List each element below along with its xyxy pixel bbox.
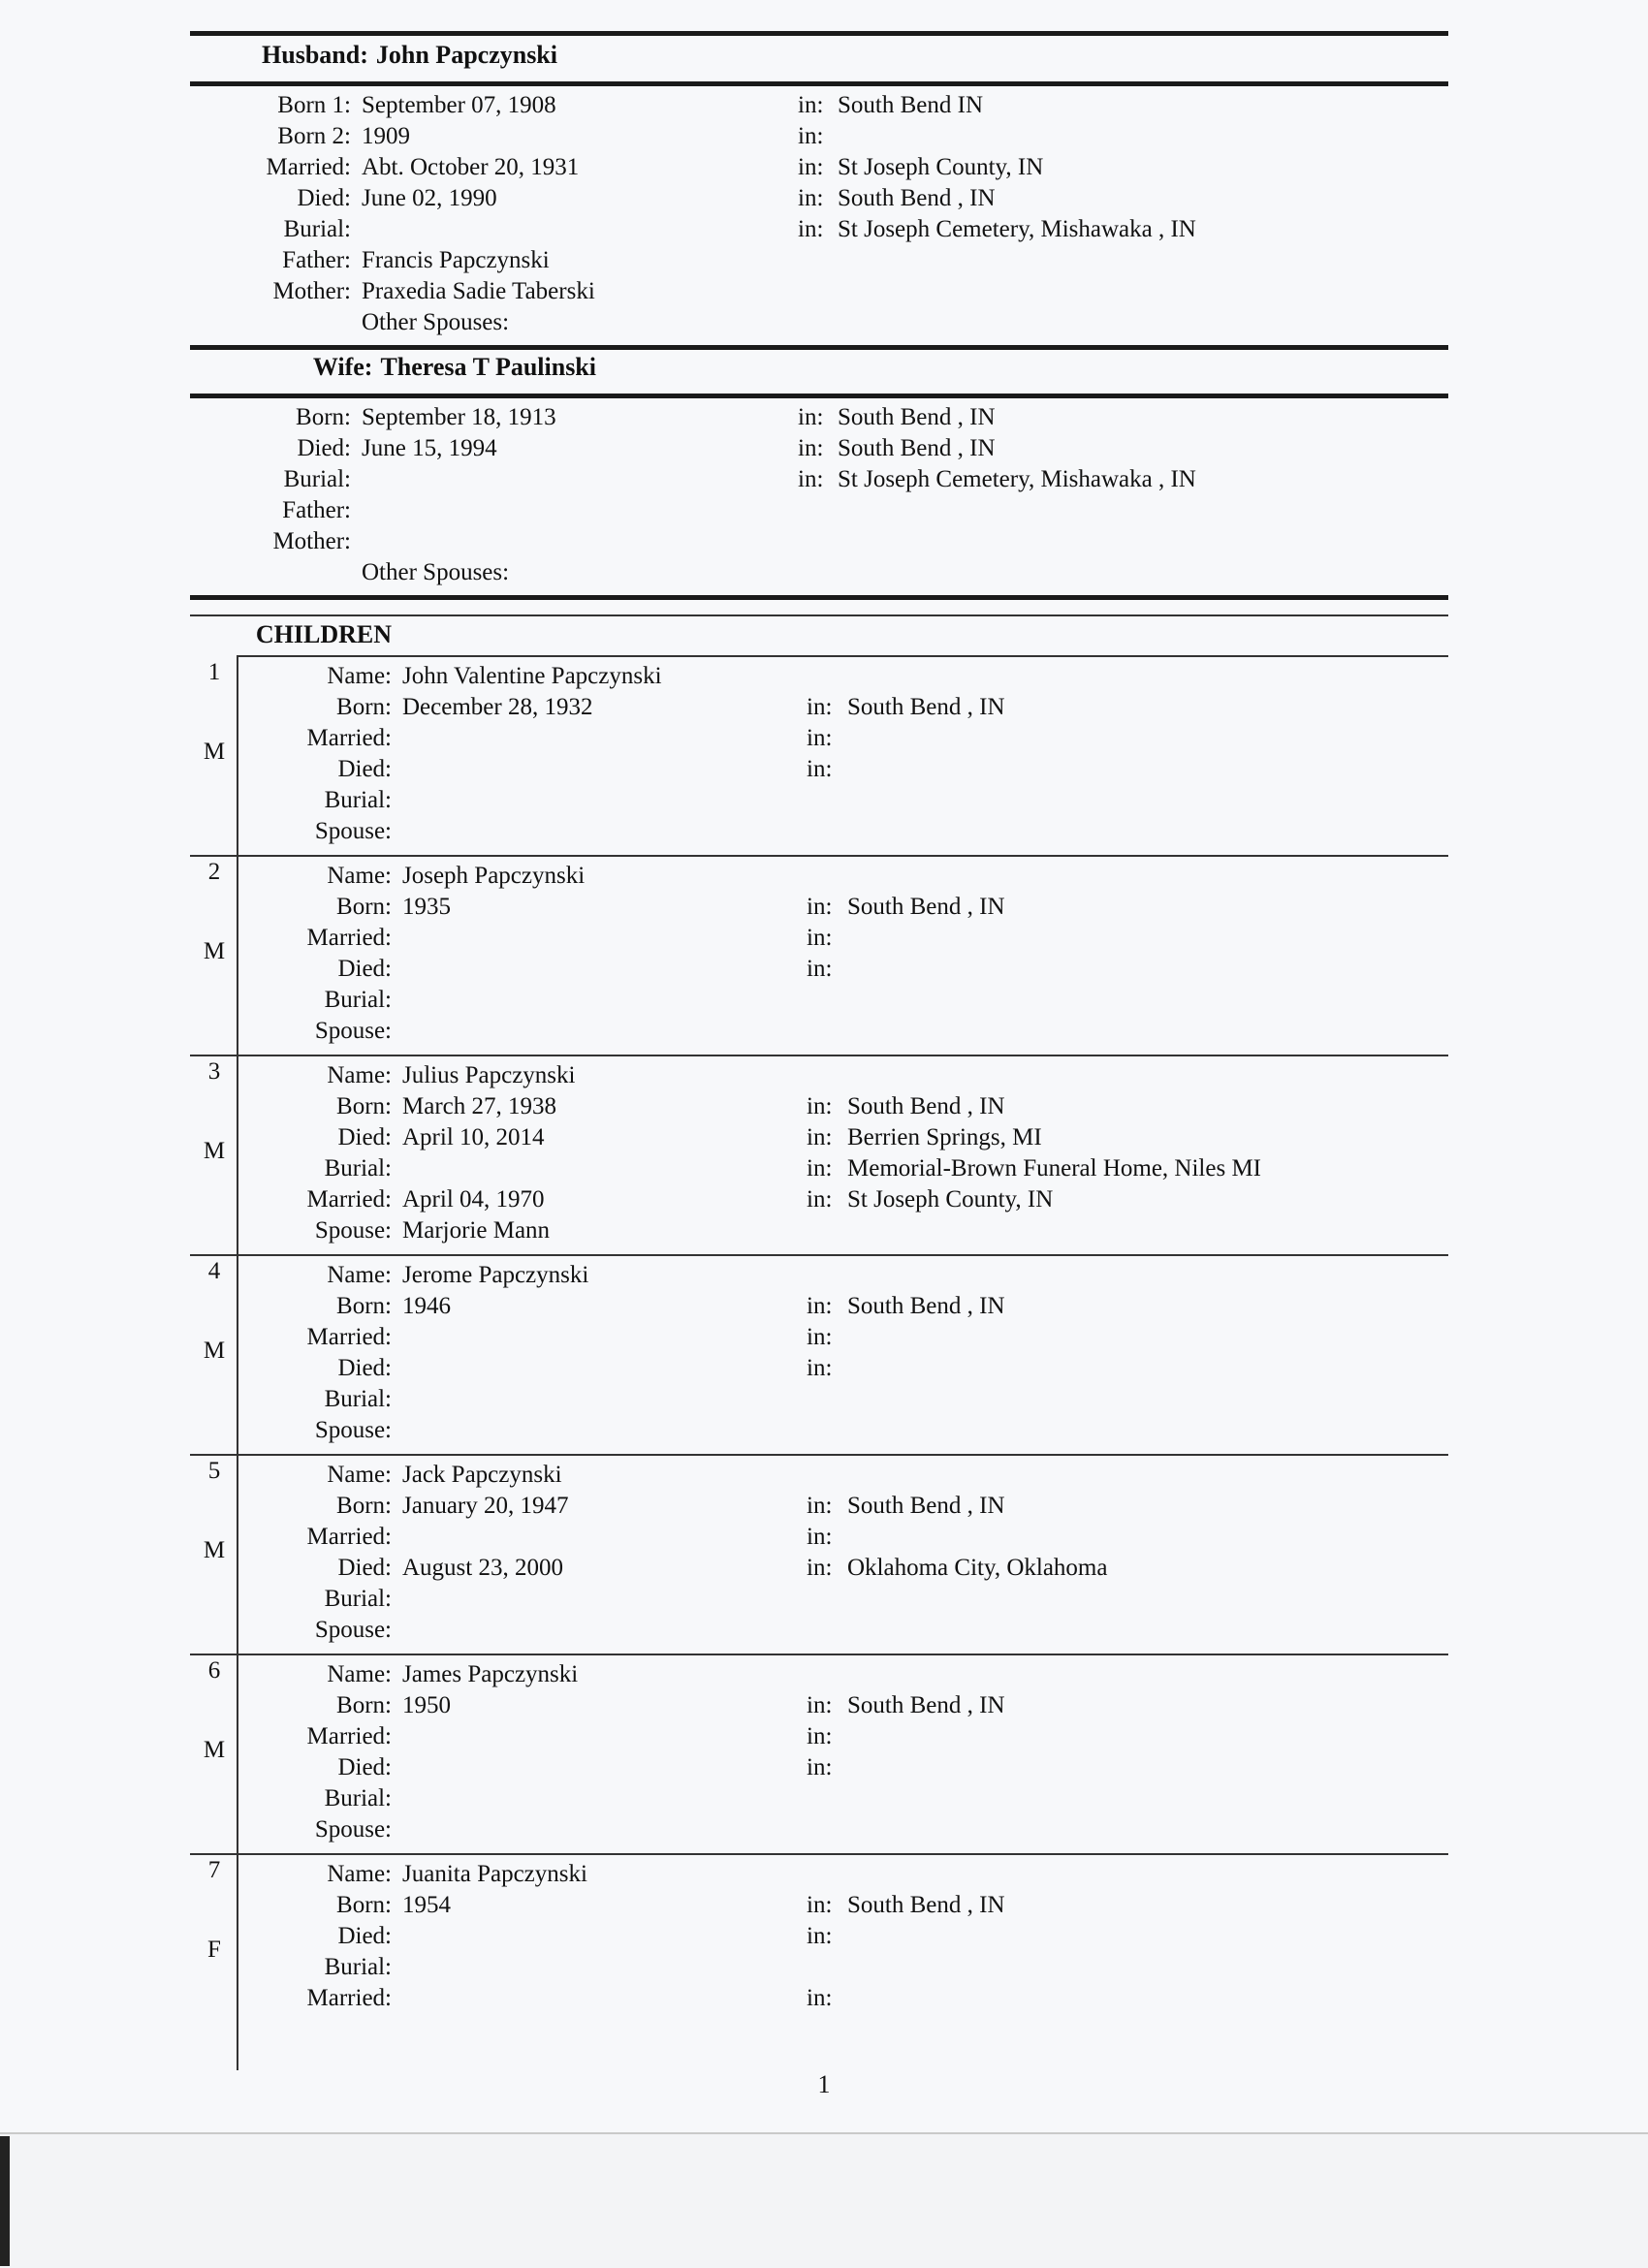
field-row	[0, 1690, 1648, 1721]
field-row	[0, 1184, 1648, 1215]
field-row	[0, 1890, 1648, 1921]
field-value: James Papczynski	[402, 1661, 579, 1687]
field-label: Married:	[306, 1324, 392, 1350]
field-row	[0, 1659, 1648, 1690]
field-value: December 28, 1932	[402, 694, 593, 720]
field-label: Died:	[337, 1555, 392, 1581]
field-value: Other Spouses:	[362, 309, 510, 335]
place-value: South Bend IN	[838, 92, 983, 118]
field-label: Name:	[327, 1661, 392, 1687]
in-label: in:	[807, 1155, 833, 1181]
field-row	[0, 1153, 1648, 1184]
field-row	[0, 307, 1648, 338]
scan-bottom-margin	[0, 2132, 1648, 2268]
husband-heading	[0, 41, 557, 70]
field-label: Died:	[337, 956, 392, 982]
field-row	[0, 1122, 1648, 1153]
field-row	[0, 1783, 1648, 1814]
field-label: Burial:	[283, 216, 351, 242]
wife-top-rule	[190, 345, 1448, 350]
child-number: 6	[207, 1657, 221, 1684]
field-value: January 20, 1947	[402, 1493, 569, 1519]
child-number: 7	[207, 1857, 221, 1883]
field-row	[0, 495, 1648, 526]
field-label: Burial:	[324, 1785, 392, 1811]
child-sex: M	[203, 1338, 226, 1364]
field-row	[0, 1353, 1648, 1384]
field-label: Married:	[266, 154, 351, 180]
child-separator	[237, 655, 1448, 657]
field-value: Julius Papczynski	[402, 1062, 576, 1088]
field-row	[0, 90, 1648, 121]
in-label: in:	[807, 1493, 833, 1519]
field-label: Name:	[327, 863, 392, 889]
field-row	[0, 1415, 1648, 1446]
child-sex: M	[203, 938, 226, 964]
field-label: Spouse:	[314, 1018, 392, 1044]
child-separator	[190, 1254, 1448, 1256]
field-row	[0, 692, 1648, 723]
in-label: in:	[807, 694, 833, 720]
field-label: Married:	[306, 725, 392, 751]
in-label: in:	[807, 925, 833, 951]
children-thin-rule	[190, 614, 1448, 616]
field-label: Married:	[306, 925, 392, 951]
in-label: in:	[807, 1723, 833, 1749]
in-label: in:	[798, 92, 824, 118]
field-label: Father:	[282, 247, 351, 273]
children-top-rule	[190, 595, 1448, 600]
field-label: Born:	[336, 694, 392, 720]
field-value: 1946	[402, 1293, 451, 1319]
field-label: Spouse:	[314, 818, 392, 844]
field-row	[0, 121, 1648, 152]
field-row	[0, 1983, 1648, 2014]
field-row	[0, 464, 1648, 495]
field-label: Spouse:	[314, 1816, 392, 1843]
husband-label: Husband:	[262, 41, 368, 69]
field-row	[0, 754, 1648, 785]
in-label: in:	[807, 1293, 833, 1319]
field-row	[0, 1752, 1648, 1783]
in-label: in:	[807, 1892, 833, 1918]
field-label: Born 1:	[277, 92, 351, 118]
in-label: in:	[807, 756, 833, 782]
field-row	[0, 183, 1648, 214]
field-row	[0, 954, 1648, 985]
place-value: South Bend , IN	[838, 185, 996, 211]
field-label: Born:	[336, 1293, 392, 1319]
field-row	[0, 1384, 1648, 1415]
field-row	[0, 1859, 1648, 1890]
field-label: Name:	[327, 1861, 392, 1887]
field-row	[0, 816, 1648, 847]
field-row	[0, 861, 1648, 892]
in-label: in:	[798, 123, 824, 149]
in-label: in:	[798, 404, 824, 430]
field-label: Born:	[336, 1692, 392, 1718]
field-value: September 18, 1913	[362, 404, 556, 430]
field-row	[0, 1921, 1648, 1952]
field-value: Praxedia Sadie Taberski	[362, 278, 595, 304]
field-label: Burial:	[324, 1386, 392, 1412]
field-label: Died:	[337, 1923, 392, 1949]
child-sex: M	[203, 1737, 226, 1763]
field-label: Spouse:	[314, 1417, 392, 1443]
field-value: April 10, 2014	[402, 1124, 545, 1150]
child-number: 3	[207, 1058, 221, 1085]
field-value: June 15, 1994	[362, 435, 497, 461]
field-row	[0, 433, 1648, 464]
page-number: 1	[817, 2070, 831, 2098]
in-label: in:	[807, 894, 833, 920]
child-separator	[190, 1654, 1448, 1655]
field-value: Francis Papczynski	[362, 247, 550, 273]
field-label: Died:	[337, 1754, 392, 1780]
place-value: St Joseph County, IN	[838, 154, 1044, 180]
place-value: South Bend , IN	[847, 1093, 1005, 1119]
field-row	[0, 276, 1648, 307]
field-label: Born:	[336, 1493, 392, 1519]
field-row	[0, 1553, 1648, 1584]
place-value: Berrien Springs, MI	[847, 1124, 1042, 1150]
place-value: St Joseph Cemetery, Mishawaka , IN	[838, 466, 1196, 492]
field-value: Marjorie Mann	[402, 1217, 551, 1244]
field-label: Name:	[327, 663, 392, 689]
field-row	[0, 1721, 1648, 1752]
field-label: Born:	[336, 894, 392, 920]
field-row	[0, 785, 1648, 816]
field-label: Died:	[337, 756, 392, 782]
place-value: South Bend , IN	[838, 404, 996, 430]
wife-name: Theresa T Paulinski	[380, 353, 596, 381]
place-value: South Bend , IN	[847, 1293, 1005, 1319]
field-row	[0, 1952, 1648, 1983]
field-label: Married:	[306, 1524, 392, 1550]
field-row	[0, 1091, 1648, 1122]
field-value: March 27, 1938	[402, 1093, 556, 1119]
in-label: in:	[807, 1555, 833, 1581]
field-row	[0, 402, 1648, 433]
field-row	[0, 1491, 1648, 1522]
field-label: Name:	[327, 1462, 392, 1488]
place-value: South Bend , IN	[847, 1493, 1005, 1519]
wife-label: Wife:	[312, 353, 373, 381]
field-label: Burial:	[324, 787, 392, 813]
field-label: Spouse:	[314, 1617, 392, 1643]
field-row	[0, 923, 1648, 954]
in-label: in:	[807, 956, 833, 982]
field-label: Father:	[282, 497, 351, 523]
child-separator	[190, 1454, 1448, 1456]
in-label: in:	[798, 466, 824, 492]
field-row	[0, 245, 1648, 276]
field-label: Born 2:	[277, 123, 351, 149]
husband-name: John Papczynski	[375, 41, 557, 69]
in-label: in:	[807, 1324, 833, 1350]
place-value: Memorial-Brown Funeral Home, Niles MI	[847, 1155, 1262, 1181]
in-label: in:	[807, 1093, 833, 1119]
place-value: South Bend , IN	[847, 1692, 1005, 1718]
field-row	[0, 1016, 1648, 1047]
in-label: in:	[798, 185, 824, 211]
field-value: Joseph Papczynski	[402, 863, 586, 889]
in-label: in:	[807, 1754, 833, 1780]
field-value: September 07, 1908	[362, 92, 556, 118]
field-label: Died:	[337, 1355, 392, 1381]
child-separator	[190, 1055, 1448, 1056]
field-label: Mother:	[272, 528, 351, 554]
field-value: John Valentine Papczynski	[402, 663, 662, 689]
child-number: 5	[207, 1458, 221, 1484]
place-value: South Bend , IN	[838, 435, 996, 461]
child-sex: M	[203, 739, 226, 765]
field-label: Married:	[306, 1985, 392, 2011]
field-row	[0, 152, 1648, 183]
field-label: Burial:	[324, 987, 392, 1013]
in-label: in:	[807, 1524, 833, 1550]
in-label: in:	[807, 1985, 833, 2011]
field-value: 1950	[402, 1692, 451, 1718]
field-row	[0, 1615, 1648, 1646]
field-value: Jerome Papczynski	[402, 1262, 589, 1288]
child-number: 1	[207, 659, 221, 685]
field-value: Other Spouses:	[362, 559, 510, 585]
field-row	[0, 723, 1648, 754]
field-row	[0, 661, 1648, 692]
in-label: in:	[807, 1923, 833, 1949]
field-row	[0, 1291, 1648, 1322]
field-value: 1909	[362, 123, 410, 149]
field-row	[0, 1584, 1648, 1615]
field-label: Died:	[297, 185, 351, 211]
field-label: Burial:	[283, 466, 351, 492]
children-heading: CHILDREN	[255, 620, 392, 648]
in-label: in:	[807, 1355, 833, 1381]
field-label: Married:	[306, 1723, 392, 1749]
in-label: in:	[798, 216, 824, 242]
field-row	[0, 1260, 1648, 1291]
field-value: June 02, 1990	[362, 185, 497, 211]
field-row	[0, 526, 1648, 557]
place-value: St Joseph County, IN	[847, 1186, 1054, 1213]
field-row	[0, 892, 1648, 923]
field-label: Name:	[327, 1062, 392, 1088]
in-label: in:	[807, 725, 833, 751]
place-value: South Bend , IN	[847, 1892, 1005, 1918]
field-value: April 04, 1970	[402, 1186, 545, 1213]
in-label: in:	[807, 1692, 833, 1718]
field-label: Born:	[296, 404, 351, 430]
field-label: Name:	[327, 1262, 392, 1288]
field-row	[0, 985, 1648, 1016]
field-row	[0, 1322, 1648, 1353]
field-row	[0, 557, 1648, 588]
place-value: St Joseph Cemetery, Mishawaka , IN	[838, 216, 1196, 242]
child-sex: M	[203, 1138, 226, 1164]
field-value: Jack Papczynski	[402, 1462, 562, 1488]
field-label: Died:	[297, 435, 351, 461]
field-label: Died:	[337, 1124, 392, 1150]
husband-rule	[190, 81, 1448, 86]
field-value: August 23, 2000	[402, 1555, 563, 1581]
child-separator	[190, 1853, 1448, 1855]
field-row	[0, 1215, 1648, 1246]
child-number: 4	[207, 1258, 221, 1284]
in-label: in:	[798, 435, 824, 461]
field-row	[0, 1522, 1648, 1553]
field-label: Born:	[336, 1892, 392, 1918]
field-row	[0, 1814, 1648, 1845]
field-value: Abt. October 20, 1931	[362, 154, 580, 180]
field-row	[0, 1060, 1648, 1091]
field-value: Juanita Papczynski	[402, 1861, 587, 1887]
place-value: Oklahoma City, Oklahoma	[847, 1555, 1108, 1581]
child-sex: F	[207, 1937, 221, 1963]
field-label: Born:	[336, 1093, 392, 1119]
field-row	[0, 1460, 1648, 1491]
field-value: 1954	[402, 1892, 451, 1918]
field-label: Mother:	[272, 278, 351, 304]
field-label: Spouse:	[314, 1217, 392, 1244]
scan-edge-shadow	[0, 2136, 10, 2266]
field-value: 1935	[402, 894, 451, 920]
place-value: South Bend , IN	[847, 894, 1005, 920]
in-label: in:	[807, 1186, 833, 1213]
field-label: Burial:	[324, 1586, 392, 1612]
field-row	[0, 214, 1648, 245]
field-label: Burial:	[324, 1954, 392, 1980]
in-label: in:	[798, 154, 824, 180]
field-label: Married:	[306, 1186, 392, 1213]
child-sex: M	[203, 1537, 226, 1563]
wife-rule	[190, 394, 1448, 398]
field-label: Burial:	[324, 1155, 392, 1181]
top-rule	[190, 31, 1448, 36]
child-number: 2	[207, 859, 221, 885]
wife-heading	[0, 353, 596, 382]
in-label: in:	[807, 1124, 833, 1150]
child-separator	[190, 855, 1448, 857]
place-value: South Bend , IN	[847, 694, 1005, 720]
